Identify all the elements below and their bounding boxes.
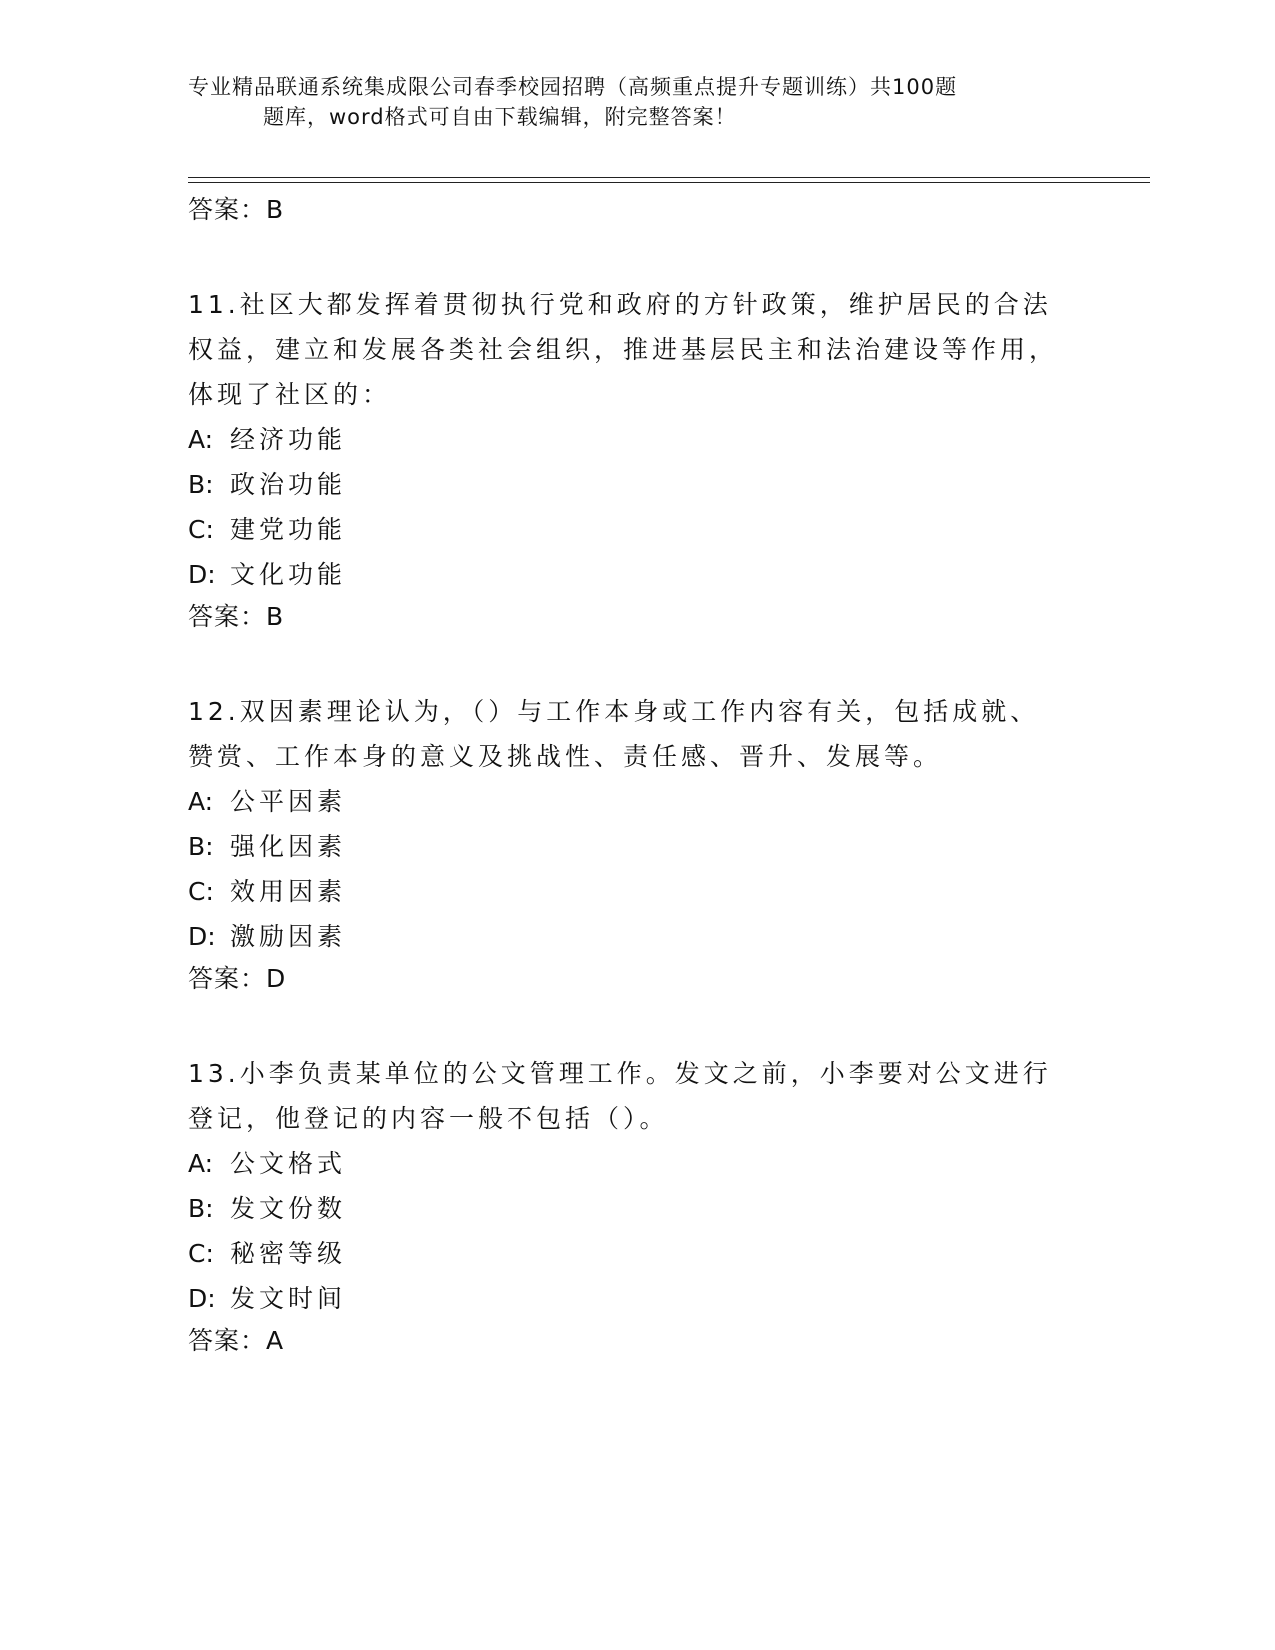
option-d — [188, 914, 1068, 959]
option-c — [188, 507, 1068, 552]
option-key: A: — [188, 1149, 214, 1178]
header-line-2: 题库，word格式可自由下载编辑，附完整答案！ — [263, 105, 737, 129]
question-stem: 12.双因素理论认为，（）与工作本身或工作内容有关，包括成就、赞赏、工作本身的意义及挑战性、责任感、晋升、发展等。 — [188, 697, 1040, 771]
option-text: 激励因素 — [230, 922, 347, 951]
option-d — [188, 552, 1068, 597]
option-text: 秘密等级 — [230, 1239, 347, 1268]
option-text: 经济功能 — [230, 425, 347, 454]
option-text: 效用因素 — [230, 877, 347, 906]
option-key: A: — [188, 787, 214, 816]
option-c — [188, 869, 1068, 914]
option-key: B: — [188, 1194, 214, 1223]
option-key: D: — [188, 922, 216, 951]
option-text: 强化因素 — [230, 832, 347, 861]
question-stem: 11.社区大都发挥着贯彻执行党和政府的方针政策，维护居民的合法权益，建立和发展各类社会组织，推进基层民主和法治建设等作用，体现了社区的： — [188, 290, 1059, 409]
option-b — [188, 462, 1068, 507]
option-key: B: — [188, 832, 214, 861]
header-divider-top — [188, 177, 1150, 178]
option-key: B: — [188, 470, 214, 499]
previous-answer: 答案：B — [188, 195, 285, 224]
option-key: C: — [188, 515, 214, 544]
option-a — [188, 1141, 1068, 1186]
question-stem: 13.小李负责某单位的公文管理工作。发文之前，小李要对公文进行登记，他登记的内容一般不包括（）。 — [188, 1059, 1052, 1133]
option-key: C: — [188, 1239, 214, 1268]
question-13 — [188, 1051, 1068, 1363]
option-text: 发文时间 — [230, 1284, 347, 1313]
option-key: D: — [188, 560, 216, 589]
option-key: D: — [188, 1284, 216, 1313]
answer-line: 答案：D — [188, 964, 287, 993]
option-text: 政治功能 — [230, 470, 347, 499]
option-text: 建党功能 — [230, 515, 347, 544]
question-12 — [188, 689, 1068, 1001]
question-11 — [188, 282, 1068, 639]
option-a — [188, 417, 1068, 462]
option-text: 文化功能 — [230, 560, 347, 589]
option-text: 发文份数 — [230, 1194, 347, 1223]
answer-line: 答案：A — [188, 1326, 285, 1355]
option-key: C: — [188, 877, 214, 906]
option-key: A: — [188, 425, 214, 454]
option-text: 公文格式 — [230, 1149, 347, 1178]
header-line-1: 专业精品联通系统集成限公司春季校园招聘（高频重点提升专题训练）共100题 — [188, 75, 958, 99]
header-divider-bottom — [188, 182, 1150, 183]
option-c — [188, 1231, 1068, 1276]
page-header — [188, 72, 1068, 132]
option-b — [188, 824, 1068, 869]
option-a — [188, 779, 1068, 824]
document-body — [188, 190, 1068, 1363]
option-b — [188, 1186, 1068, 1231]
option-text: 公平因素 — [230, 787, 347, 816]
option-d — [188, 1276, 1068, 1321]
answer-line: 答案：B — [188, 602, 285, 631]
